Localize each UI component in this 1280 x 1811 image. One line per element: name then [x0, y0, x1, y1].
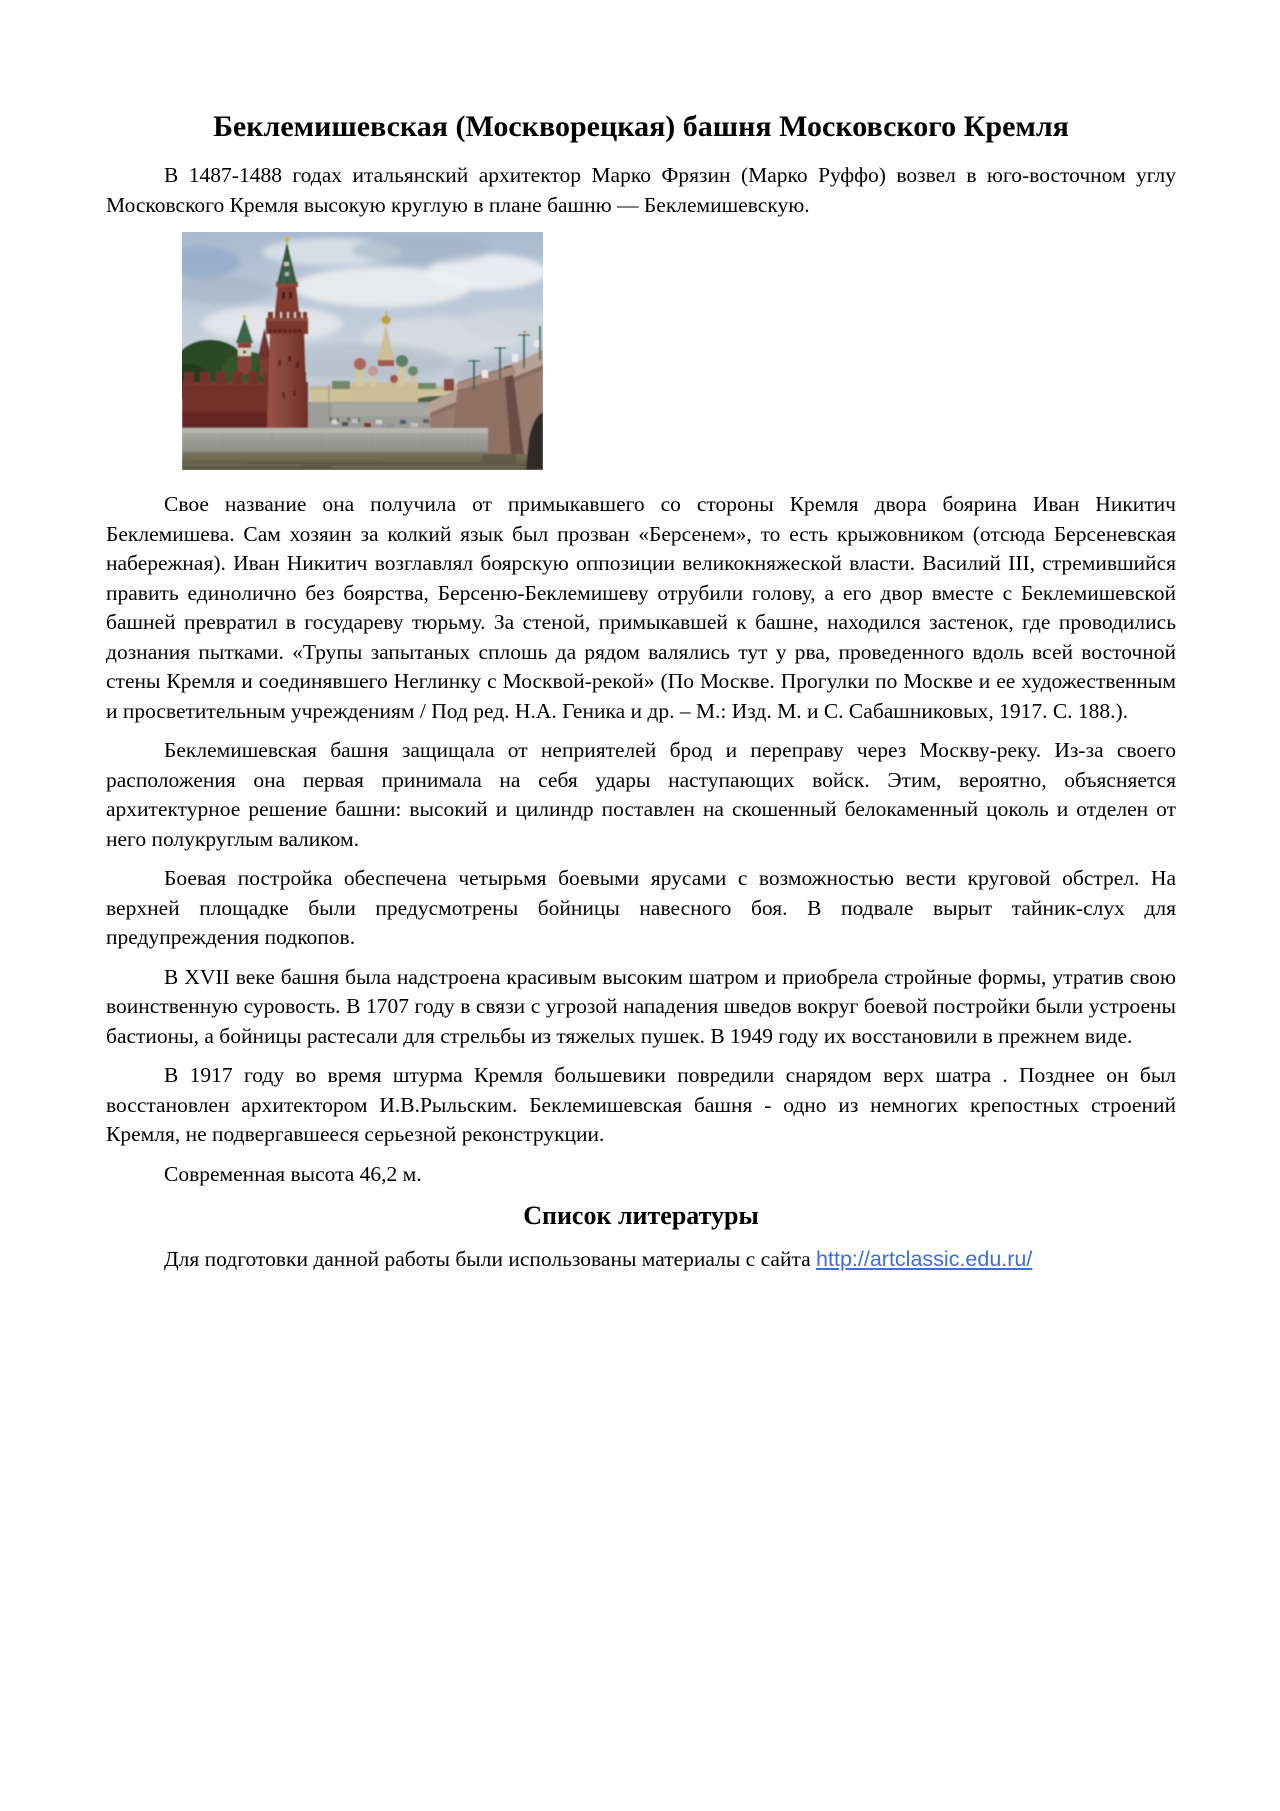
paragraph-name-history: Свое название она получила от примыкавшего со стороны Кремля двора боярина Иван Никитич Беклемишева. Сам хозяин за колкий язык был прозван «Берсенем», то есть крыжовником (отсюда Берсеневская набережная). Иван Никитич возглавлял боярскую оппозиции великокняжеской власти. Василий III, стремившийся править единолично без боярства, Берсеню-Беклемишеву отрубили голову, а его двор вместе с Беклемишевской башней превратил в государеву тюрьму. За стеной, примыкавшей к башне, находился застенок, где проводились дознания пытками. «Трупы запытаных сплошь да рядом валялись тут у рва, проведенного вдоль всей восточной стены Кремля и соединявшего Неглинку с Москвой-рекой» (По Москве. Прогулки по Москве и ее художественным и просветительным учреждениям / Под ред. Н.А. Геника и др. – М.: Изд. М. и С. Сабашниковых, 1917. С. 188.). [106, 492, 1176, 723]
paragraph-defense-role: Беклемишевская башня защищала от неприятелей брод и переправу через Москву-реку. Из-за своего расположения она первая принимала на себя удары наступающих войск. Этим, вероятно, объясняется архитектурное решение башни: высокий и цилиндр поставлен на скошенный белокаменный цоколь и отделен от него полукруглым валиком. [106, 738, 1176, 851]
kremlin-photo [182, 232, 543, 470]
page-title: Беклемишевская (Москворецкая) башня Московского Кремля [213, 110, 1069, 143]
paragraph-intro: В 1487-1488 годах итальянский архитектор Марко Фрязин (Марко Руффо) возвел в юго-восточном углу Московского Кремля высокую круглую в плане башню — Беклемишевскую. [106, 163, 1176, 217]
paragraph-1917: В 1917 году во время штурма Кремля большевики повредили снарядом верх шатра . Позднее он был восстановлен архитектором И.В.Рыльским. Беклемишевская башня - одно из немногих крепостных строений Кремля, не подвергавшееся серьезной реконструкции. [106, 1063, 1176, 1146]
source-link-scheme: http:// [816, 1247, 870, 1271]
embankment [182, 428, 488, 456]
source-link[interactable] [816, 1247, 1032, 1271]
bibliography-heading: Список литературы [523, 1201, 759, 1230]
source-link-host: artclassic.edu.ru/ [869, 1247, 1033, 1271]
paragraph-combat-tiers: Боевая постройка обеспечена четырьмя боевыми ярусами с возможностью вести круговой обстрел. На верхней площадке были предусмотрены бойницы навесного боя. В подвале вырыт тайник-слух для предупреждения подкопов. [106, 866, 1176, 949]
paragraph-17th-century: В XVII веке башня была надстроена красивым высоким шатром и приобрела стройные формы, утратив свою воинственную суровость. В 1707 году в связи с угрозой нападения шведов вокруг боевой постройки были устроены бастионы, а бойницы растесали для стрельбы из тяжелых пушек. В 1949 году их восстановили в прежнем виде. [106, 964, 1176, 1048]
paragraph-height: Современная высота 46,2 м. [164, 1161, 422, 1186]
closing-text: Для подготовки данной работы были использованы материалы с сайта [164, 1247, 817, 1271]
closing-paragraph [106, 1245, 1176, 1275]
kremlin-photo-illustration [182, 232, 543, 470]
